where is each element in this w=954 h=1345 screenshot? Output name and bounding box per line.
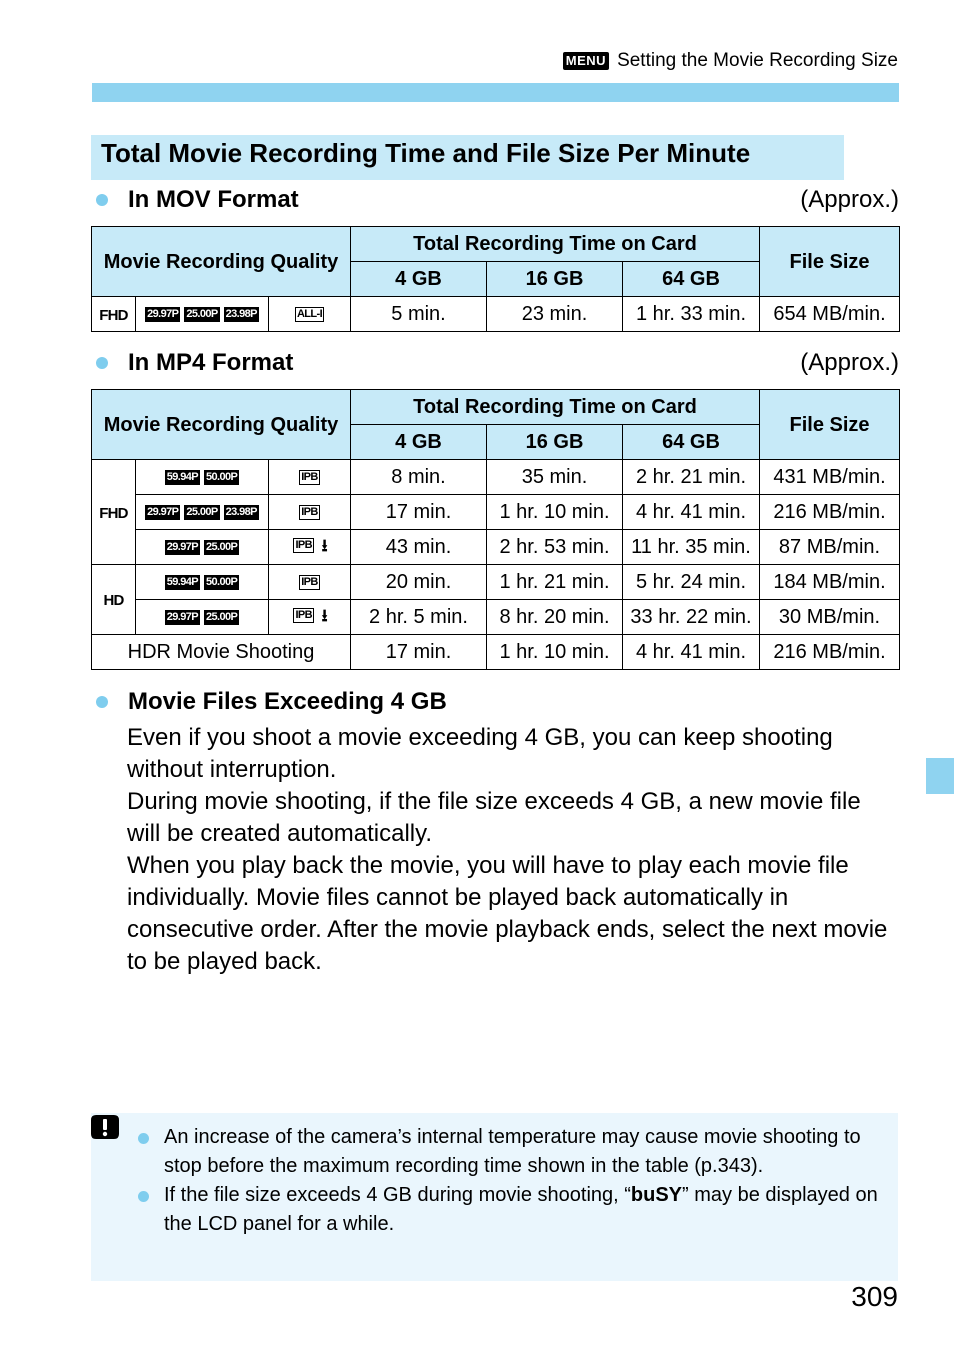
file-size: 431 MB/min. [760, 460, 900, 495]
menu-icon: MENU [563, 52, 609, 70]
compression-icon: IPB [301, 575, 318, 588]
quality-header: Movie Recording Quality [92, 390, 351, 460]
exceed-body [127, 722, 897, 978]
mov-approx: (Approx.) [800, 186, 899, 213]
top-accent-bar [92, 83, 899, 102]
busy-indicator: buSY [630, 1184, 683, 1206]
time-64gb: 4 hr. 41 min. [623, 635, 760, 670]
compression-icon: IPB [301, 470, 318, 483]
compression-cell [269, 600, 351, 635]
time-16gb: 8 hr. 20 min. [487, 600, 623, 635]
chapter-side-tab [926, 758, 954, 794]
table-row [92, 565, 900, 600]
table-row [92, 460, 900, 495]
file-size-header: File Size [760, 390, 900, 460]
section-title: Total Movie Recording Time and File Size Per Minute [91, 135, 844, 180]
frame-rate-cell [136, 600, 269, 635]
quality-header: Movie Recording Quality [92, 227, 351, 297]
time-16gb: 2 hr. 53 min. [487, 530, 623, 565]
exceed-heading: Movie Files Exceeding 4 GB [128, 688, 447, 715]
time-4gb: 2 hr. 5 min. [351, 600, 487, 635]
frame-rate-icon: 25.00P [186, 307, 218, 320]
exceed-paragraph: When you play back the movie, you will have to play each movie file individually. Movie files cannot be played back automatically in consecutive order. After the movie playback ends, select the next movie to be played back. [127, 852, 888, 975]
fhd-icon: FHD [99, 306, 128, 324]
file-size: 216 MB/min. [760, 635, 900, 670]
4gb-header: 4 GB [351, 262, 487, 297]
64gb-header: 64 GB [623, 262, 760, 297]
mp4-heading: In MP4 Format [128, 349, 294, 376]
table-row [92, 530, 900, 565]
light-compression-icon: ⭳ [321, 535, 328, 555]
time-4gb: 43 min. [351, 530, 487, 565]
frame-rate-icon: 25.00P [206, 610, 238, 623]
frame-rate-icon: 59.94P [166, 470, 198, 483]
bullet-icon [96, 696, 108, 708]
running-header [563, 50, 898, 72]
table-row [92, 635, 900, 670]
frame-rate-icon: 50.00P [206, 575, 238, 588]
frame-rate-icon: 25.00P [206, 540, 238, 553]
time-16gb: 35 min. [487, 460, 623, 495]
compression-icon: IPB [295, 608, 313, 621]
frame-rate-icon: 59.94P [166, 575, 198, 588]
compression-icon: IPB [301, 505, 318, 518]
64gb-header: 64 GB [623, 425, 760, 460]
time-4gb: 20 min. [351, 565, 487, 600]
bullet-icon [96, 357, 108, 369]
resolution-cell [92, 565, 136, 635]
note-text-pre: If the file size exceeds 4 GB during movie shooting, “ [164, 1184, 631, 1206]
compression-icon: IPB [295, 538, 313, 551]
time-16gb: 1 hr. 21 min. [487, 565, 623, 600]
time-4gb: 17 min. [351, 495, 487, 530]
frame-rate-icon: 23.98P [225, 505, 257, 518]
bullet-icon [138, 1133, 149, 1144]
table-row [92, 297, 900, 332]
frame-rate-cell [136, 297, 269, 332]
note-item [138, 1181, 878, 1239]
frame-rate-cell [136, 565, 269, 600]
table-row [92, 600, 900, 635]
compression-cell [269, 495, 351, 530]
note-item [138, 1123, 878, 1181]
time-4gb: 8 min. [351, 460, 487, 495]
bullet-icon [138, 1191, 149, 1202]
time-4gb: 17 min. [351, 635, 487, 670]
compression-cell [269, 297, 351, 332]
note-text: An increase of the camera’s internal temperature may cause movie shooting to stop before the maximum recording time shown in the table (p.343). [164, 1126, 861, 1177]
file-size: 87 MB/min. [760, 530, 900, 565]
time-64gb: 4 hr. 41 min. [623, 495, 760, 530]
time-16gb: 1 hr. 10 min. [487, 635, 623, 670]
table-row [92, 495, 900, 530]
compression-cell [269, 530, 351, 565]
time-16gb: 23 min. [487, 297, 623, 332]
light-compression-icon: ⭳ [321, 605, 328, 625]
4gb-header: 4 GB [351, 425, 487, 460]
time-64gb: 11 hr. 35 min. [623, 530, 760, 565]
frame-rate-icon: 50.00P [206, 470, 238, 483]
16gb-header: 16 GB [487, 262, 623, 297]
file-size-header: File Size [760, 227, 900, 297]
frame-rate-icon: 23.98P [225, 307, 257, 320]
frame-rate-icon: 29.97P [166, 610, 198, 623]
file-size: 30 MB/min. [760, 600, 900, 635]
time-16gb: 1 hr. 10 min. [487, 495, 623, 530]
hdr-movie-label: HDR Movie Shooting [92, 635, 351, 670]
frame-rate-icon: 29.97P [147, 307, 179, 320]
exceed-heading-row [92, 688, 899, 716]
exceed-paragraph: Even if you shoot a movie exceeding 4 GB, you can keep shooting without interruption. [127, 724, 833, 783]
mp4-table [91, 389, 900, 670]
bullet-icon [96, 194, 108, 206]
mp4-approx: (Approx.) [800, 349, 899, 376]
page-number: 309 [851, 1281, 898, 1312]
mov-table [91, 226, 900, 332]
note-text-post: ” may be displayed on the LCD panel for a while. [164, 1184, 878, 1235]
frame-rate-icon: 25.00P [186, 505, 218, 518]
resolution-cell [92, 297, 136, 332]
file-size: 216 MB/min. [760, 495, 900, 530]
frame-rate-icon: 29.97P [166, 540, 198, 553]
hd-icon: HD [103, 592, 124, 609]
time-4gb: 5 min. [351, 297, 487, 332]
mov-heading-row [92, 186, 899, 214]
compression-cell [269, 565, 351, 600]
file-size: 654 MB/min. [760, 297, 900, 332]
total-time-header: Total Recording Time on Card [351, 227, 760, 262]
compression-cell [269, 460, 351, 495]
frame-rate-cell [136, 460, 269, 495]
frame-rate-cell [136, 495, 269, 530]
time-64gb: 33 hr. 22 min. [623, 600, 760, 635]
caution-note [91, 1113, 898, 1281]
running-header-title: Setting the Movie Recording Size [617, 50, 898, 71]
caution-icon [90, 1113, 120, 1143]
mp4-heading-row [92, 349, 899, 377]
frame-rate-cell [136, 530, 269, 565]
time-64gb: 1 hr. 33 min. [623, 297, 760, 332]
resolution-cell [92, 460, 136, 565]
exceed-paragraph: During movie shooting, if the file size exceeds 4 GB, a new movie file will be created automatically. [127, 788, 861, 847]
file-size: 184 MB/min. [760, 565, 900, 600]
fhd-icon: FHD [99, 504, 128, 522]
frame-rate-icon: 29.97P [147, 505, 179, 518]
time-64gb: 2 hr. 21 min. [623, 460, 760, 495]
time-64gb: 5 hr. 24 min. [623, 565, 760, 600]
mov-heading: In MOV Format [128, 186, 299, 213]
total-time-header: Total Recording Time on Card [351, 390, 760, 425]
16gb-header: 16 GB [487, 425, 623, 460]
compression-icon: ALL-I [296, 307, 323, 320]
